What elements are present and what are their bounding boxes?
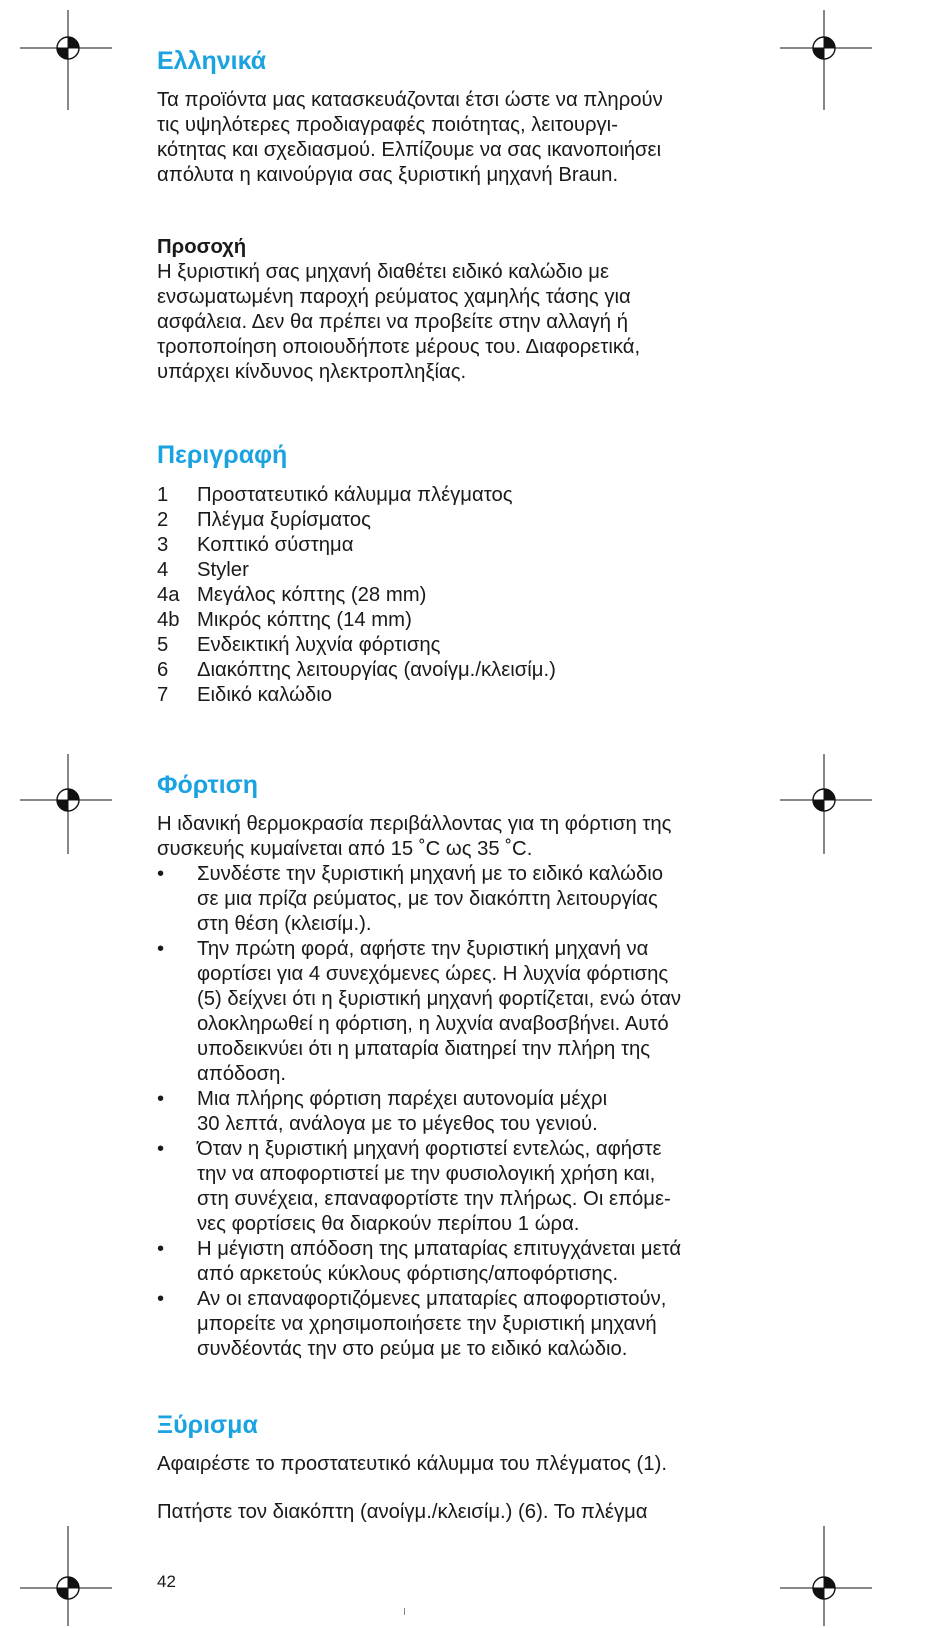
item-number: 4b xyxy=(157,609,180,631)
bullet-line: Όταν η ξυριστική μηχανή φορτιστεί εντελώς, αφήστε xyxy=(197,1138,662,1160)
bullet-icon: • xyxy=(157,1138,165,1160)
item-number: 6 xyxy=(157,659,169,681)
bullet-line: Συνδέστε την ξυριστική μηχανή με το ειδικό καλώδιο xyxy=(197,863,664,885)
charging-intro-line: Η ιδανική θερμοκρασία περιβάλλοντας για τη φόρτιση της xyxy=(157,813,672,835)
item-text: Μικρός κόπτης (14 mm) xyxy=(197,609,412,631)
intro-line: τις υψηλότερες προδιαγραφές ποιότητας, λειτουργι- xyxy=(157,114,618,136)
item-number: 1 xyxy=(157,484,169,506)
item-number: 4 xyxy=(157,559,169,581)
bullet-line: στη θέση (κλεισίμ.). xyxy=(197,913,372,935)
bullet-line: υποδεικνύει ότι η μπαταρία διατηρεί την πλήρη της xyxy=(197,1038,651,1060)
section-title-shaving: Ξύρισμα xyxy=(157,1411,258,1439)
caution-line: τροποποίηση οποιουδήποτε μέρους του. Διαφορετικά, xyxy=(157,336,641,358)
bullet-icon: • xyxy=(157,1088,165,1110)
parts-list xyxy=(157,483,556,708)
item-number: 3 xyxy=(157,534,169,556)
section-title-description: Περιγραφή xyxy=(157,441,288,469)
bullet-line: μπορείτε να χρησιμοποιήσετε την ξυριστική μηχανή xyxy=(197,1313,657,1335)
bullet-icon: • xyxy=(157,938,165,960)
item-number: 5 xyxy=(157,634,169,656)
list-item xyxy=(157,508,556,533)
bullet-line: στη συνέχεια, επαναφορτίστε την πλήρως. Οι επόμε- xyxy=(197,1188,671,1210)
registration-mark-bottom-right-icon xyxy=(780,1526,872,1626)
shaving-paragraph-2: Πατήστε τον διακόπτη (ανοίγμ./κλεισίμ.) (6). Το πλέγμα xyxy=(157,1501,648,1523)
intro-line: κότητας και σχεδιασμού. Ελπίζουμε να σας ικανοποιήσει xyxy=(157,139,662,161)
list-item xyxy=(157,658,556,683)
intro-paragraph xyxy=(157,88,757,188)
bullet-line: Μια πλήρης φόρτιση παρέχει αυτονομία μέχρι xyxy=(197,1088,608,1110)
item-text: Μεγάλος κόπτης (28 mm) xyxy=(197,584,427,606)
item-number: 7 xyxy=(157,684,169,706)
charging-intro xyxy=(157,812,757,862)
bullet-item xyxy=(157,1137,681,1237)
bullet-line: (5) δείχνει ότι η ξυριστική μηχανή φορτίζεται, ενώ όταν xyxy=(197,988,682,1010)
registration-mark-middle-left-icon xyxy=(20,754,112,854)
section-title-greek: Ελληνικά xyxy=(157,47,267,75)
bullet-item xyxy=(157,1087,681,1137)
item-text: Πλέγμα ξυρίσματος xyxy=(197,509,371,531)
list-item xyxy=(157,483,556,508)
caution-line: ασφάλεια. Δεν θα πρέπει να προβείτε στην αλλαγή ή xyxy=(157,311,628,333)
caution-line: υπάρχει κίνδυνος ηλεκτροπληξίας. xyxy=(157,361,467,383)
bullet-item xyxy=(157,937,681,1087)
bullet-item xyxy=(157,1287,681,1362)
item-text: Κοπτικό σύστημα xyxy=(197,534,354,556)
bullet-item xyxy=(157,862,681,937)
bullet-line: Αν οι επαναφορτιζόμενες μπαταρίες αποφορτιστούν, xyxy=(197,1288,667,1310)
caution-line: ενσωματωμένη παροχή ρεύματος χαμηλής τάσης για xyxy=(157,286,631,308)
bullet-line: συνδέοντάς την στο ρεύμα με το ειδικό καλώδιο. xyxy=(197,1338,628,1360)
bullet-line: Την πρώτη φορά, αφήστε την ξυριστική μηχανή να xyxy=(197,938,649,960)
caution-title: Προσοχή xyxy=(157,236,247,258)
registration-mark-top-right-icon xyxy=(780,10,872,110)
list-item xyxy=(157,533,556,558)
item-text: Styler xyxy=(197,559,249,581)
shaving-paragraph-1: Αφαιρέστε το προστατευτικό κάλυμμα του πλέγματος (1). xyxy=(157,1453,667,1475)
list-item xyxy=(157,583,556,608)
list-item xyxy=(157,633,556,658)
bullet-line: 30 λεπτά, ανάλογα με το μέγεθος του γενιού. xyxy=(197,1113,598,1135)
gutter-tick-mark xyxy=(404,1608,405,1615)
bullet-icon: • xyxy=(157,1288,165,1310)
charging-intro-line: συσκευής κυμαίνεται από 15 ˚C ως 35 ˚C. xyxy=(157,838,533,860)
item-number: 2 xyxy=(157,509,169,531)
section-title-charging: Φόρτιση xyxy=(157,771,259,799)
caution-line: Η ξυριστική σας μηχανή διαθέτει ειδικό καλώδιο με xyxy=(157,261,609,283)
bullet-line: Η μέγιστη απόδοση της μπαταρίας επιτυγχάνεται μετά xyxy=(197,1238,682,1260)
intro-line: Τα προϊόντα μας κατασκευάζονται έτσι ώστε να πληρούν xyxy=(157,89,663,111)
bullet-line: από αρκετούς κύκλους φόρτισης/αποφόρτισης. xyxy=(197,1263,619,1285)
item-text: Διακόπτης λειτουργίας (ανοίγμ./κλεισίμ.) xyxy=(197,659,556,681)
bullet-item xyxy=(157,1237,681,1287)
bullet-icon: • xyxy=(157,1238,165,1260)
list-item xyxy=(157,558,556,583)
item-text: Ενδεικτική λυχνία φόρτισης xyxy=(197,634,441,656)
intro-line: απόλυτα η καινούργια σας ξυριστική μηχανή Braun. xyxy=(157,164,619,186)
list-item xyxy=(157,683,556,708)
registration-mark-bottom-left-icon xyxy=(20,1526,112,1626)
charging-bullet-list xyxy=(157,862,681,1362)
bullet-line: νες φορτίσεις θα διαρκούν περίπου 1 ώρα. xyxy=(197,1213,580,1235)
item-text: Ειδικό καλώδιο xyxy=(197,684,332,706)
bullet-line: την να αποφορτιστεί με την φυσιολογική χρήση και, xyxy=(197,1163,656,1185)
list-item xyxy=(157,608,556,633)
item-text: Προστατευτικό κάλυμμα πλέγματος xyxy=(197,484,513,506)
item-number: 4a xyxy=(157,584,180,606)
bullet-line: απόδοση. xyxy=(197,1063,286,1085)
registration-mark-middle-right-icon xyxy=(780,754,872,854)
bullet-icon: • xyxy=(157,863,165,885)
bullet-line: ολοκληρωθεί η φόρτιση, η λυχνία αναβοσβήνει. Αυτό xyxy=(197,1013,669,1035)
page-number: 42 xyxy=(157,1572,176,1591)
registration-mark-top-left-icon xyxy=(20,10,112,110)
bullet-line: φορτίσει για 4 συνεχόμενες ώρες. Η λυχνία φόρτισης xyxy=(197,963,669,985)
bullet-line: σε μια πρίζα ρεύματος, με τον διακόπτη λειτουργίας xyxy=(197,888,658,910)
caution-paragraph xyxy=(157,235,757,385)
